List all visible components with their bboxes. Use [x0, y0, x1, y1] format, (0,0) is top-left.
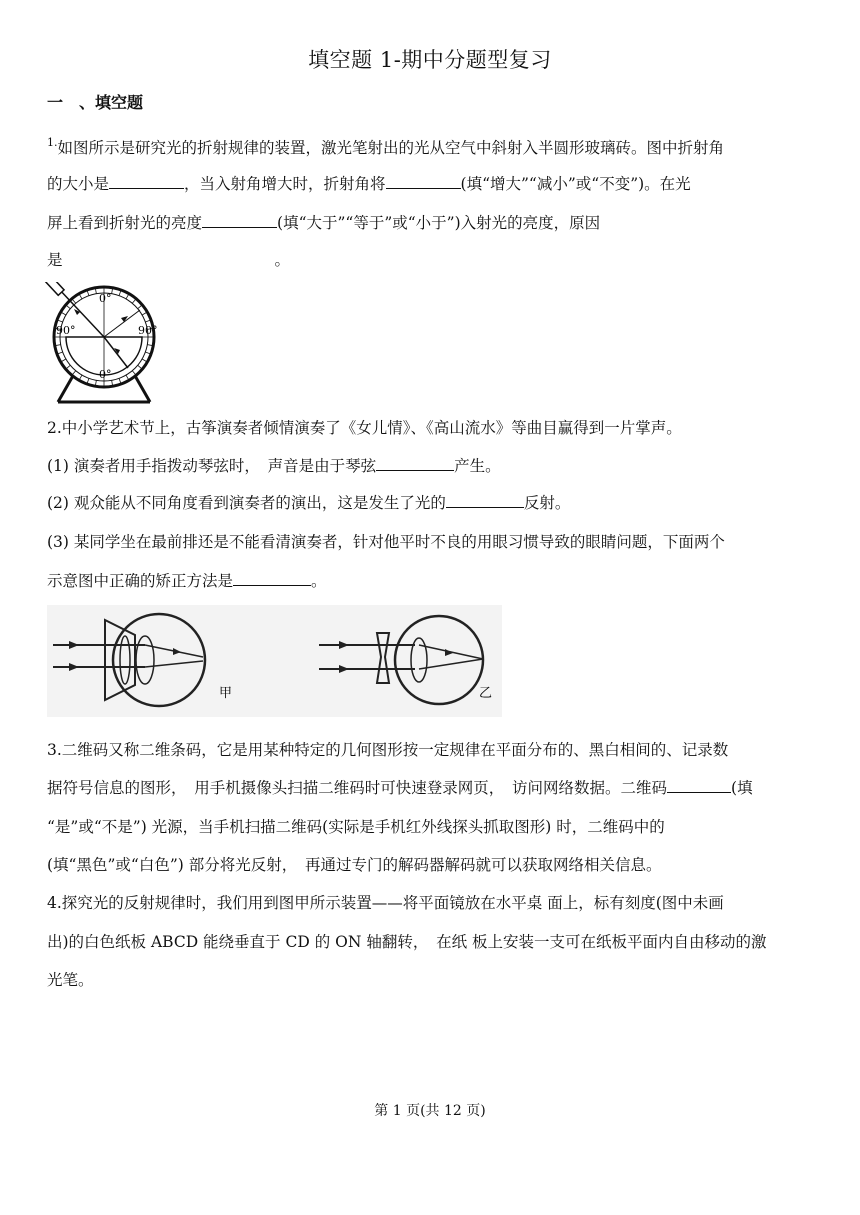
page-title: 填空题 1-期中分题型复习: [308, 48, 552, 72]
label-top: 0°: [99, 292, 112, 305]
q3-line2: 据符号信息的图形， 用手机摄像头扫描二维码时可快速登录网页， 访问网络数据。二维码 (填: [47, 779, 753, 797]
answer-blank[interactable]: [233, 571, 311, 586]
q4-line2: 出)的白色纸板 ABCD 能绕垂直于 CD 的 ON 轴翻转， 在纸 板上安装一支可在纸板平面内自由移动的激: [47, 933, 767, 951]
label-bottom: 0°: [99, 368, 112, 381]
q1-line3: 屏上看到折射光的亮度 (填“大于”“等于”或“小于”)入射光的亮度，原因: [47, 214, 601, 232]
answer-blank[interactable]: [446, 493, 524, 508]
answer-blank[interactable]: [202, 213, 277, 228]
q2-sub3-line1: (3) 某同学坐在最前排还是不能看清演奏者，针对他平时不良的用眼习惯导致的眼睛问题，下面两个: [47, 533, 725, 551]
page-number: 第 1 页(共 12 页): [374, 1103, 486, 1119]
label-right: 90°: [138, 324, 158, 337]
q1-line1: $^{1.}$如图所示是研究光的折射规律的装置，激光笔射出的光从空气中斜射入半圆形玻璃砖。图中折射角: [47, 136, 725, 157]
label-b: 乙: [479, 686, 493, 701]
q4-line3: 光笔。: [47, 971, 94, 989]
q3-line3: “是”或“不是”) 光源，当手机扫描二维码(实际是手机红外线探头抓取图形) 时，二维码中的: [47, 818, 665, 836]
q1-number: 1.: [47, 136, 58, 149]
answer-blank[interactable]: [667, 778, 731, 793]
q2-intro: 2.中小学艺术节上，古筝演奏者倾情演奏了《女儿情》、《高山流水》等曲目赢得到一片掌声。: [47, 419, 682, 437]
answer-blank[interactable]: [376, 456, 454, 471]
eye-correction-figure: [47, 605, 502, 717]
answer-blank[interactable]: [109, 174, 184, 189]
label-left: 90°: [56, 324, 76, 337]
q4-line1: 4.探究光的反射规律时，我们用到图甲所示装置——将平面镜放在水平桌 面上，标有刻度(图中未画: [47, 894, 724, 912]
answer-blank[interactable]: [386, 174, 461, 189]
refraction-apparatus-figure: [44, 282, 164, 404]
section-heading: 一 、填空题: [47, 93, 144, 112]
q3-line4: (填“黑色”或“白色”) 部分将光反射， 再通过专门的解码器解码就可以获取网络相关信息。: [47, 856, 662, 874]
q1-line4: 是 。: [47, 251, 291, 269]
q2-sub3-line2: 示意图中正确的矫正方法是 。: [47, 572, 327, 590]
q2-sub1: (1) 演奏者用手指拨动琴弦时， 声音是由于琴弦 产生。: [47, 457, 501, 475]
q2-sub2: (2) 观众能从不同角度看到演奏者的演出，这是发生了光的 反射。: [47, 494, 571, 512]
q1-line2: 的大小是 ，当入射角增大时，折射角将 (填“增大”“减小”或“不变”)。在光: [47, 175, 691, 193]
label-a: 甲: [219, 686, 233, 701]
q3-line1: 3.二维码又称二维条码，它是用某种特定的几何图形按一定规律在平面分布的、黑白相间的、记录数: [47, 741, 729, 759]
